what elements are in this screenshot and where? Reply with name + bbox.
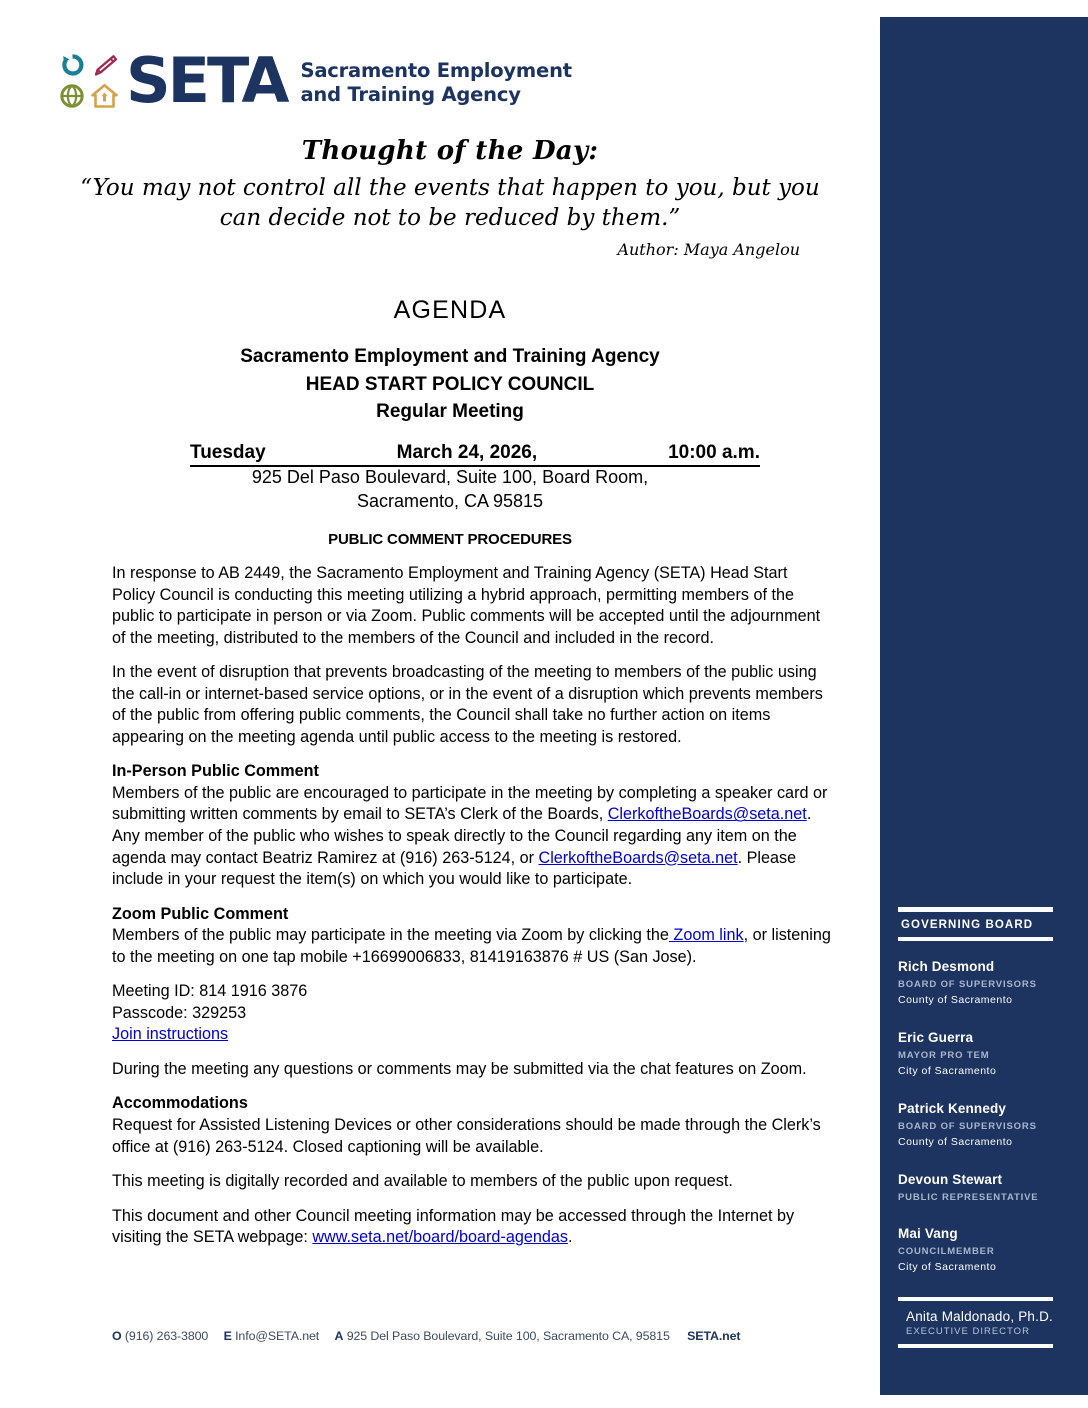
footer-address: 925 Del Paso Boulevard, Suite 100, Sacramento CA, 95815: [346, 1329, 670, 1343]
zoom-heading: [112, 904, 834, 926]
accommodations-heading-label: Accommodations: [112, 1094, 248, 1113]
zoom-text-part2: , or listening to the meeting on one tap mobile +16699006833, 81419163876 # US (San Jose).: [112, 926, 831, 966]
in-person-heading-label: In-Person Public Comment: [112, 762, 319, 781]
meeting-day: Tuesday: [190, 442, 266, 463]
in-person-text-part2: . Any member of the public who wishes to speak directly to the Council regarding any item on the agenda may contact Beatriz Ramirez at (916) 263-5124, or: [112, 805, 812, 867]
meeting-time: 10:00 a.m.: [668, 442, 760, 463]
board-member-name: Eric Guerra: [898, 1029, 974, 1045]
zoom-link[interactable]: Zoom link: [668, 926, 744, 945]
public-comment-section-title: PUBLIC COMMENT PROCEDURES: [328, 531, 572, 548]
meeting-datetime-row: [190, 442, 760, 467]
board-member-role: MAYOR PRO TEM: [898, 1049, 990, 1061]
agenda-heading-block: [60, 296, 840, 426]
join-instructions-link[interactable]: Join instructions: [112, 1025, 229, 1044]
board-member-role: COUNCILMEMBER: [898, 1245, 995, 1257]
pencil-icon: [90, 52, 119, 80]
governing-board-title: GOVERNING BOARD: [901, 919, 1034, 931]
footer-email-label: E: [223, 1329, 232, 1343]
meeting-address-line1: 925 Del Paso Boulevard, Suite 100, Board Room,: [251, 467, 649, 487]
board-member: [898, 959, 1073, 1009]
agenda-council: HEAD START POLICY COUNCIL: [305, 373, 595, 395]
board-member: [898, 1101, 1073, 1151]
meeting-date: March 24, 2026,: [396, 442, 538, 463]
board-member-role: PUBLIC REPRESENTATIVE: [898, 1191, 1039, 1203]
seta-webpage-link[interactable]: www.seta.net/board/board-agendas: [312, 1228, 568, 1247]
meeting-address-line2: Sacramento, CA 95815: [356, 490, 544, 511]
board-member-name: Patrick Kennedy: [898, 1100, 1007, 1116]
logo-tagline-line2: and Training Agency: [300, 83, 521, 106]
governing-board-rule-bottom: [898, 937, 1053, 941]
accommodations-heading: [112, 1093, 834, 1115]
join-instructions-row: [112, 1024, 834, 1046]
page-title: AGENDA: [393, 296, 507, 324]
zoom-text-part1: Members of the public may participate in the meeting via Zoom by clicking the: [112, 926, 669, 945]
webpage-note: [112, 1206, 834, 1249]
in-person-paragraph: [112, 783, 834, 891]
paragraph-disruption: In the event of disruption that prevents broadcasting of the meeting to members of the public using the call-in or internet-based service options, or in the event of a disruption which prevents members of the public from offering public comments, the Council shall take no further action on items appearing on the meeting agenda until public access to the meeting is restored.: [112, 663, 823, 746]
board-member-org: City of Sacramento: [898, 1260, 997, 1273]
zoom-passcode: Passcode: 329253: [112, 1003, 247, 1022]
globe-icon: [58, 82, 87, 110]
board-member-role: BOARD OF SUPERVISORS: [898, 978, 1037, 990]
clerk-email-link-2[interactable]: ClerkoftheBoards@seta.net: [538, 848, 738, 867]
zoom-heading-label: Zoom Public Comment: [112, 904, 289, 923]
logo-wordmark: SETA: [126, 44, 287, 118]
board-member-role: BOARD OF SUPERVISORS: [898, 1120, 1037, 1132]
zoom-meeting-id: Meeting ID: 814 1916 3876: [112, 982, 308, 1001]
board-member-org: County of Sacramento: [898, 1135, 1013, 1148]
agenda-organization: Sacramento Employment and Training Agency: [240, 346, 660, 367]
board-member: [898, 1226, 1073, 1276]
executive-director-role: EXECUTIVE DIRECTOR: [906, 1325, 1030, 1337]
paragraph-ab2449: In response to AB 2449, the Sacramento Employment and Training Agency (SETA) Head Start Policy Council is conducting this meeting utilizing a hybrid approach, permitting members of the public to participate in person or via Zoom. Public comments will be accepted until the adjournment of the meeting, distributed to the members of the Council and included in the record.: [112, 564, 821, 647]
meeting-address: [60, 466, 840, 514]
footer-email: Info@SETA.net: [235, 1329, 320, 1343]
board-member-name: Devoun Stewart: [898, 1171, 1003, 1187]
board-member-list: [898, 959, 1073, 1276]
logo-icon-grid: [58, 52, 120, 110]
seta-logo: [58, 44, 572, 118]
footer-phone-label: O: [112, 1329, 122, 1343]
board-member-org: City of Sacramento: [898, 1065, 997, 1077]
board-member: [898, 1172, 1073, 1205]
board-member: [898, 1030, 1073, 1080]
webpage-note-part1: This document and other Council meeting information may be accessed through the Internet by visiting the SETA webpage:: [112, 1206, 795, 1247]
accommodations-text: Request for Assisted Listening Devices or other considerations should be made through the Clerk’s office at (916) 263-5124. Closed captioning will be available.: [112, 1116, 821, 1156]
circle-arrow-icon: [58, 52, 87, 80]
footer-website: SETA.net: [687, 1329, 741, 1343]
zoom-chat-note: During the meeting any questions or comments may be submitted via the chat features on Zoom.: [112, 1059, 807, 1078]
executive-director-block: [898, 1297, 1073, 1348]
board-member-name: Mai Vang: [898, 1225, 958, 1241]
thought-of-the-day-quote: “You may not control all the events that happen to you, but you can decide not to be reduced by them.”: [80, 175, 820, 232]
house-icon: [90, 82, 119, 110]
in-person-text-part3: . Please include in your request the item(s) on which you would like to participate.: [112, 848, 797, 889]
in-person-heading: [112, 761, 834, 783]
executive-rule-bottom: [898, 1344, 1053, 1348]
governing-board-content: [898, 907, 1073, 1348]
footer-address-label: A: [334, 1329, 344, 1343]
recording-note: This meeting is digitally recorded and available to members of the public upon request.: [112, 1172, 733, 1191]
zoom-paragraph: [112, 925, 834, 968]
clerk-email-link-1[interactable]: ClerkoftheBoards@seta.net: [607, 805, 807, 824]
webpage-note-part2: .: [567, 1228, 573, 1247]
in-person-text-part1: Members of the public are encouraged to participate in the meeting by completing a speaker card or submitting written comments by email to SETA’s Clerk of the Boards,: [112, 783, 828, 824]
footer-phone: (916) 263-3800: [124, 1329, 209, 1343]
logo-tagline-line1: Sacramento Employment: [300, 59, 572, 83]
public-comment-body: [112, 563, 834, 1262]
thought-of-the-day-block: [60, 136, 840, 259]
governing-board-sidebar: [880, 17, 1088, 1395]
executive-director-name: Anita Maldonado, Ph.D.: [906, 1308, 1053, 1324]
board-member-org: County of Sacramento: [898, 994, 1013, 1007]
thought-of-the-day-author: Author: Maya Angelou: [617, 239, 800, 259]
agenda-meeting-type: Regular Meeting: [376, 401, 524, 423]
page-footer: [112, 1329, 842, 1343]
thought-of-the-day-title: Thought of the Day:: [301, 136, 599, 166]
board-member-name: Rich Desmond: [898, 959, 995, 974]
logo-tagline: [300, 55, 571, 107]
